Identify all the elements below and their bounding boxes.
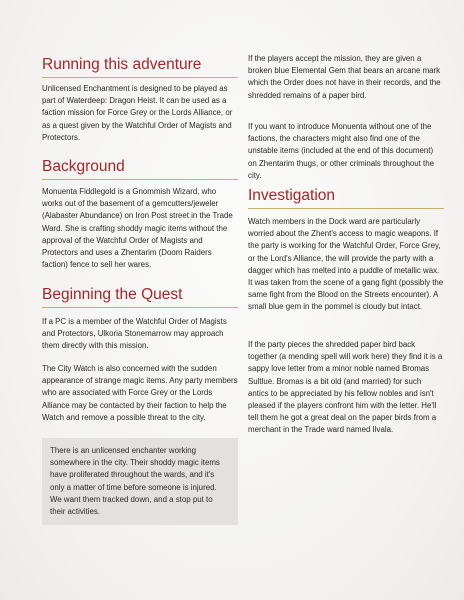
paragraph-quest-city-watch: The City Watch is also concerned with the sudden appearance of strange magic items. Any party members who are associated with Force Grey or the Lords Alliance may be contacted by their faction to help the Watch and remove a possible threat to the city. (42, 364, 238, 422)
paragraph-investigation-dock-ward: Watch members in the Dock ward are particularly worried about the Zhent's access to magic weapons. If the party is working for the Watchful Order, Force Grey, or the Lord's Alliance, the will provide the party with a dagger which has melted into a puddle of metallic wax. It was taken from the scene of a gang fight (possibly the same fight from the Blood on the Streets encounter). A small blue gem in the pommel is cloudy but intact. (248, 217, 444, 312)
heading-investigation: Investigation (248, 186, 444, 209)
paragraph-quest-intro: If a PC is a member of the Watchful Order of Magists and Protectors, Ulkoria Stonemarrow may approach them directly with this mission. (42, 317, 227, 351)
paragraph-investigation-paper-bird: If the party pieces the shredded paper bird back together (a mending spell will work here) they find it is a sappy love letter from a minor noble named Bromas Sultlue. Bromas is a bit old (and married) for such antics to be appreciated by his fellow nobles and isn't pleased if the players confront him with the letter. He'll tell them he got a great deal on the paper birds from a merchant in the Trade ward named Ilvala. (248, 340, 443, 435)
heading-running-adventure: Running this adventure (42, 55, 238, 78)
paragraph-background: Monuenta Fiddlegold is a Gnommish Wizard, who works out of the basement of a gemcutters/jeweler (Alabaster Abundance) on Iron Post street in the Trade Ward. She is crafting shoddy magic items without the approval of the Watchful Order of Magists and Protectors and uses a Zhentarim (Doom Raiders faction) fence to sell her wares. (42, 187, 233, 270)
boxed-read-aloud-text (42, 438, 238, 525)
heading-background: Background (42, 157, 238, 180)
heading-beginning-quest: Beginning the Quest (42, 285, 238, 308)
paragraph-introduce-monuenta: If you want to introduce Monuenta without one of the factions, the characters might also find one of the unstable items (included at the end of this document) on Zhentarim thugs, or other criminals throughout the city. (248, 122, 434, 180)
boxed-text-content: There is an unlicensed enchanter working somewhere in the city. Their shoddy magic items have proliferated throughout the wards, and it's only a matter of time before someone is injured. We want them tracked down, and a stop put to their activities. (50, 446, 220, 517)
paragraph-accept-mission: If the players accept the mission, they are given a broken blue Elemental Gem that bears an arcane mark which the Order does not have in their records, and the shredded remains of a paper bird. (248, 54, 441, 100)
paragraph-running-adventure: Unlicensed Enchantment is designed to be played as part of Waterdeep: Dragon Heist. It can be used as a faction mission for Force Grey or the Lords Alliance, or as a quest given by the Watchful Order of Magists and Protectors. (42, 84, 233, 142)
